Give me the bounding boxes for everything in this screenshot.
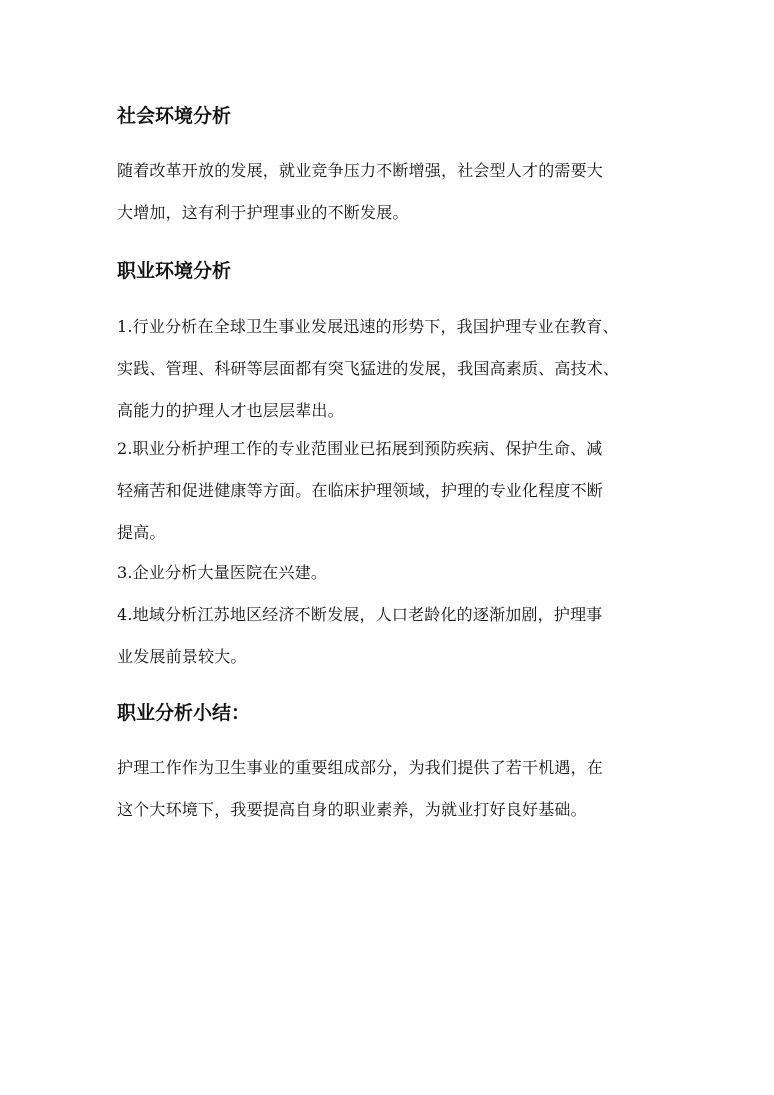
text-line: 护理工作作为卫生事业的重要组成部分，为我们提供了若干机遇，在	[117, 758, 604, 777]
text-line: 提高。	[117, 523, 166, 542]
text-line: 高能力的护理人才也层层辈出。	[117, 401, 344, 420]
paragraph-social-environment	[117, 150, 603, 234]
text-line: 2.职业分析护理工作的专业范围业已拓展到预防疾病、保护生命、减	[117, 439, 603, 458]
heading-social-environment: 社会环境分析	[117, 105, 232, 127]
paragraph-enterprise-analysis	[117, 552, 327, 594]
heading-career-summary: 职业分析小结：	[117, 702, 251, 724]
text-line: 4.地域分析江苏地区经济不断发展，人口老龄化的逐渐加剧，护理事	[117, 605, 603, 624]
paragraph-region-analysis	[117, 594, 602, 678]
text-line: 轻痛苦和促进健康等方面。在临床护理领域，护理的专业化程度不断	[117, 481, 604, 500]
paragraph-career-summary	[117, 747, 603, 831]
text-line: 随着改革开放的发展，就业竞争压力不断增强，社会型人才的需要大	[117, 161, 604, 180]
heading-career-environment: 职业环境分析	[117, 260, 232, 282]
text-line: 业发展前景较大。	[117, 647, 247, 666]
text-line: 1.行业分析在全球卫生事业发展迅速的形势下，我国护理专业在教育、	[117, 317, 619, 336]
text-line: 这个大环境下，我要提高自身的职业素养，为就业打好良好基础。	[117, 800, 587, 819]
paragraph-occupation-analysis	[117, 428, 603, 554]
text-line: 3.企业分析大量医院在兴建。	[117, 563, 328, 582]
paragraph-industry-analysis	[117, 306, 619, 432]
text-line: 实践、管理、科研等层面都有突飞猛进的发展，我国高素质、高技术、	[117, 359, 620, 378]
text-line: 大增加，这有利于护理事业的不断发展。	[117, 203, 409, 222]
